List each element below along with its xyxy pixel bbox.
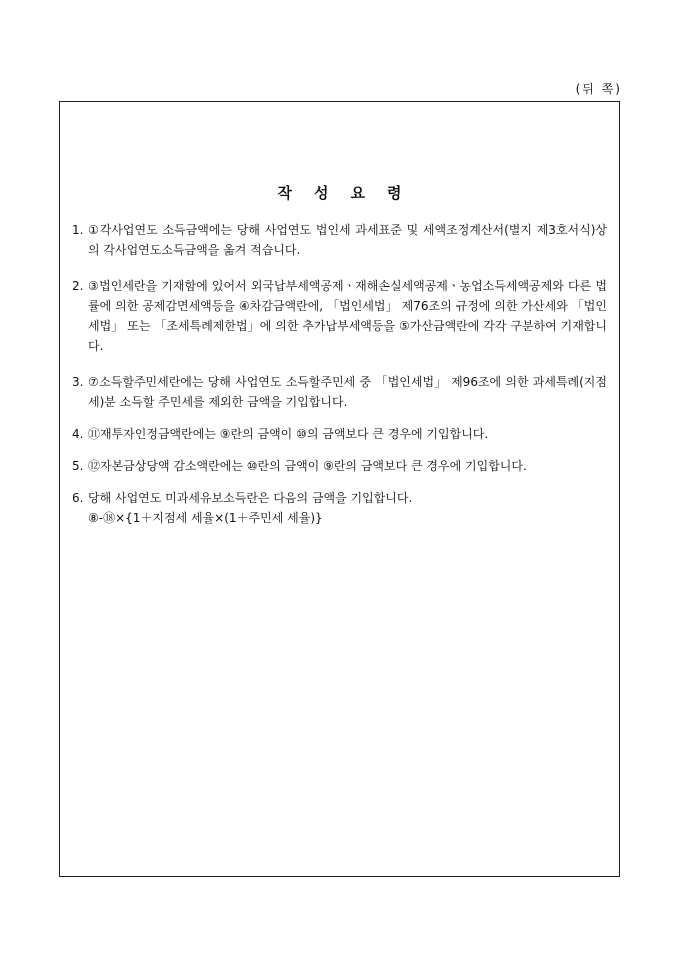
item-text: ⑦소득할주민세란에는 당해 사업연도 소득할주민세 중 「법인세법」 제96조에 의한 과세특례(지점세)분 소득할 주민세를 제외한 금액을 기입합니다. — [88, 375, 607, 409]
item-number: 1. — [72, 223, 84, 237]
instruction-item — [72, 424, 607, 444]
instruction-list — [72, 220, 607, 528]
item-text — [88, 488, 607, 528]
instruction-item — [72, 488, 607, 528]
page-side-label: (뒤 쪽) — [575, 82, 622, 96]
item-number: 4. — [72, 427, 84, 441]
item-number: 3. — [72, 375, 84, 389]
item-number: 2. — [72, 279, 84, 293]
formula-text: ⑧-⑱×{1＋지점세 세율×(1＋주민세 세율)} — [88, 511, 323, 525]
instruction-item — [72, 220, 607, 260]
item-text: ⑪재투자인정금액란에는 ⑨란의 금액이 ⑩의 금액보다 큰 경우에 기입합니다. — [88, 427, 489, 441]
item-text-line: 당해 사업연도 미과세유보소득란은 다음의 금액을 기입합니다. — [88, 491, 413, 505]
item-text: ⑫자본금상당액 감소액란에는 ⑩란의 금액이 ⑨란의 금액보다 큰 경우에 기입합니다. — [88, 459, 527, 473]
instruction-item — [72, 276, 607, 356]
item-number: 5. — [72, 459, 84, 473]
instructions-frame — [59, 101, 620, 877]
page-title: 작성요령 — [277, 184, 424, 202]
item-text: ③법인세란을 기재함에 있어서 외국납부세액공제ㆍ재해손실세액공제ㆍ농업소득세액공제와 다른 법률에 의한 공제감면세액등을 ④차감금액란에, 「법인세법」 제76조의 규정에 의한 가산세와 「법인세법」 또는 「조세특례제한법」에 의한 추가납부세액등을 ⑤가산금액란에 각각 구분하여 기재합니다. — [88, 279, 607, 353]
instruction-item — [72, 456, 607, 476]
item-text: ①각사업연도 소득금액에는 당해 사업연도 법인세 과세표준 및 세액조정계산서(별지 제3호서식)상의 각사업연도소득금액을 옮겨 적습니다. — [88, 223, 607, 257]
item-number: 6. — [72, 491, 84, 505]
instruction-item — [72, 372, 607, 412]
